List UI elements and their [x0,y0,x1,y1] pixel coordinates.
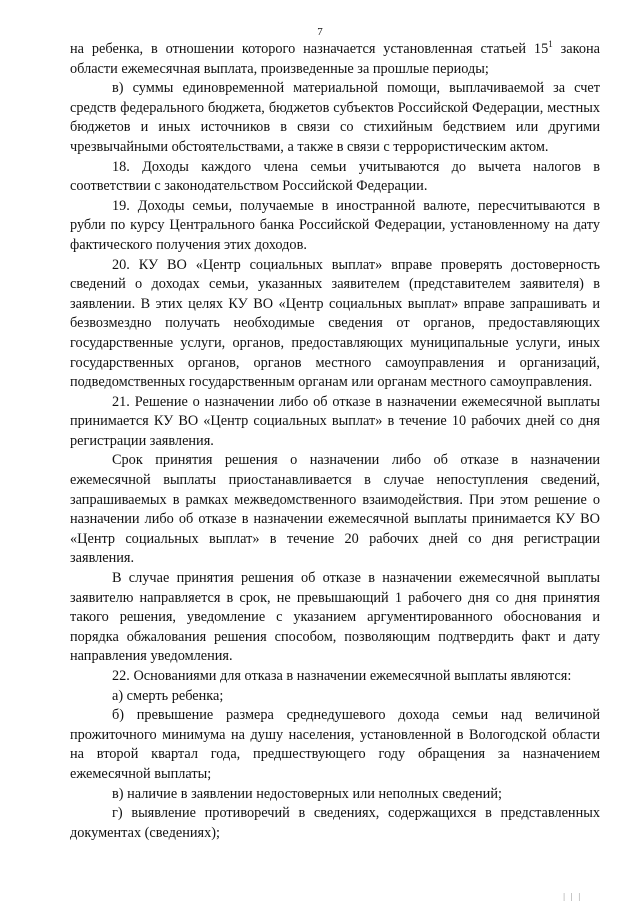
paragraph-continuation [70,40,600,79]
list-item-v: в) наличие в заявлении недостоверных или неполных сведений; [112,785,502,802]
list-item-g: г) выявление противоречий в сведениях, содержащихся в представленных документах (сведениях); [70,805,600,841]
paragraph-item-v: в) суммы единовременной материальной помощи, выплачиваемой за счет средств федерального бюджета, бюджетов субъектов Российской Федерации, местных бюджетов и иных источников в связи со стихийным бедствием или другими чрезвычайными обстоятельствами, а также в связи с террористическим актом. [70,80,600,155]
list-item-a: а) смерть ребенка; [112,687,224,704]
paragraph-21-refusal-notice: В случае принятия решения об отказе в назначении ежемесячной выплаты заявителю направляется в срок, не превышающий 1 рабочего дня со дня принятия такого решения, уведомление с указанием аргументированного обоснования и порядка обжалования решения способом, позволяющим подтвердить факт и дату направления уведомления. [70,570,600,665]
paragraph-text: на ребенка, в отношении которого назначается установленная статьей 15 [70,41,549,57]
paragraph-22: 22. Основаниями для отказа в назначении ежемесячной выплаты являются: [112,668,572,684]
paragraph-21-term-suspension: Срок принятия решения о назначении либо об отказе в назначении ежемесячной выплаты приостанавливается в случае непоступления сведений, запрашиваемых в рамках межведомственного взаимодействия. При этом решение о назначении либо об отказе в назначении ежемесячной выплаты принимается КУ ВО «Центр социальных выплат» в течение 20 рабочих дней со дня регистрации заявления. [70,452,600,567]
paragraph-19: 19. Доходы семьи, получаемые в иностранной валюте, пересчитываются в рубли по курсу Центрального банка Российской Федерации, установленному на дату фактического получения этих доходов. [70,197,600,253]
paragraph-18: 18. Доходы каждого члена семьи учитываются до вычета налогов в соответствии с законодательством Российской Федерации. [70,158,600,195]
paragraph-21: 21. Решение о назначении либо об отказе в назначении ежемесячной выплаты принимается КУ ВО «Центр социальных выплат» в течение 10 рабочих дней со дня регистрации заявления. [70,393,600,449]
document-body [70,40,600,843]
list-item-b: б) превышение размера среднедушевого дохода семьи над величиной прожиточного минимума на душу населения, установленной в Вологодской области на второй квартал года, предшествующего году обращения за назначением ежемесячной выплаты; [70,707,600,782]
paragraph-text: закона области ежемесячная выплата, произведенные за прошлые периоды; [70,41,600,77]
page-number: 7 [317,26,323,38]
paragraph-20: 20. КУ ВО «Центр социальных выплат» вправе проверять достоверность сведений о доходах семьи, указанных заявителем (представителем заявителя) в заявлении. В этих целях КУ ВО «Центр социальных выплат» вправе запрашивать и безвозмездно получать необходимые сведения от органов, предоставляющих государственные услуги, органов, предоставляющих муниципальные услуги, иных государственных органов, органов местного самоуправления и организаций, подведомственных государственным органам или органам местного самоуправления. [70,256,600,391]
article-superscript: 1 [548,39,553,50]
scan-marks: | | | [563,892,582,901]
